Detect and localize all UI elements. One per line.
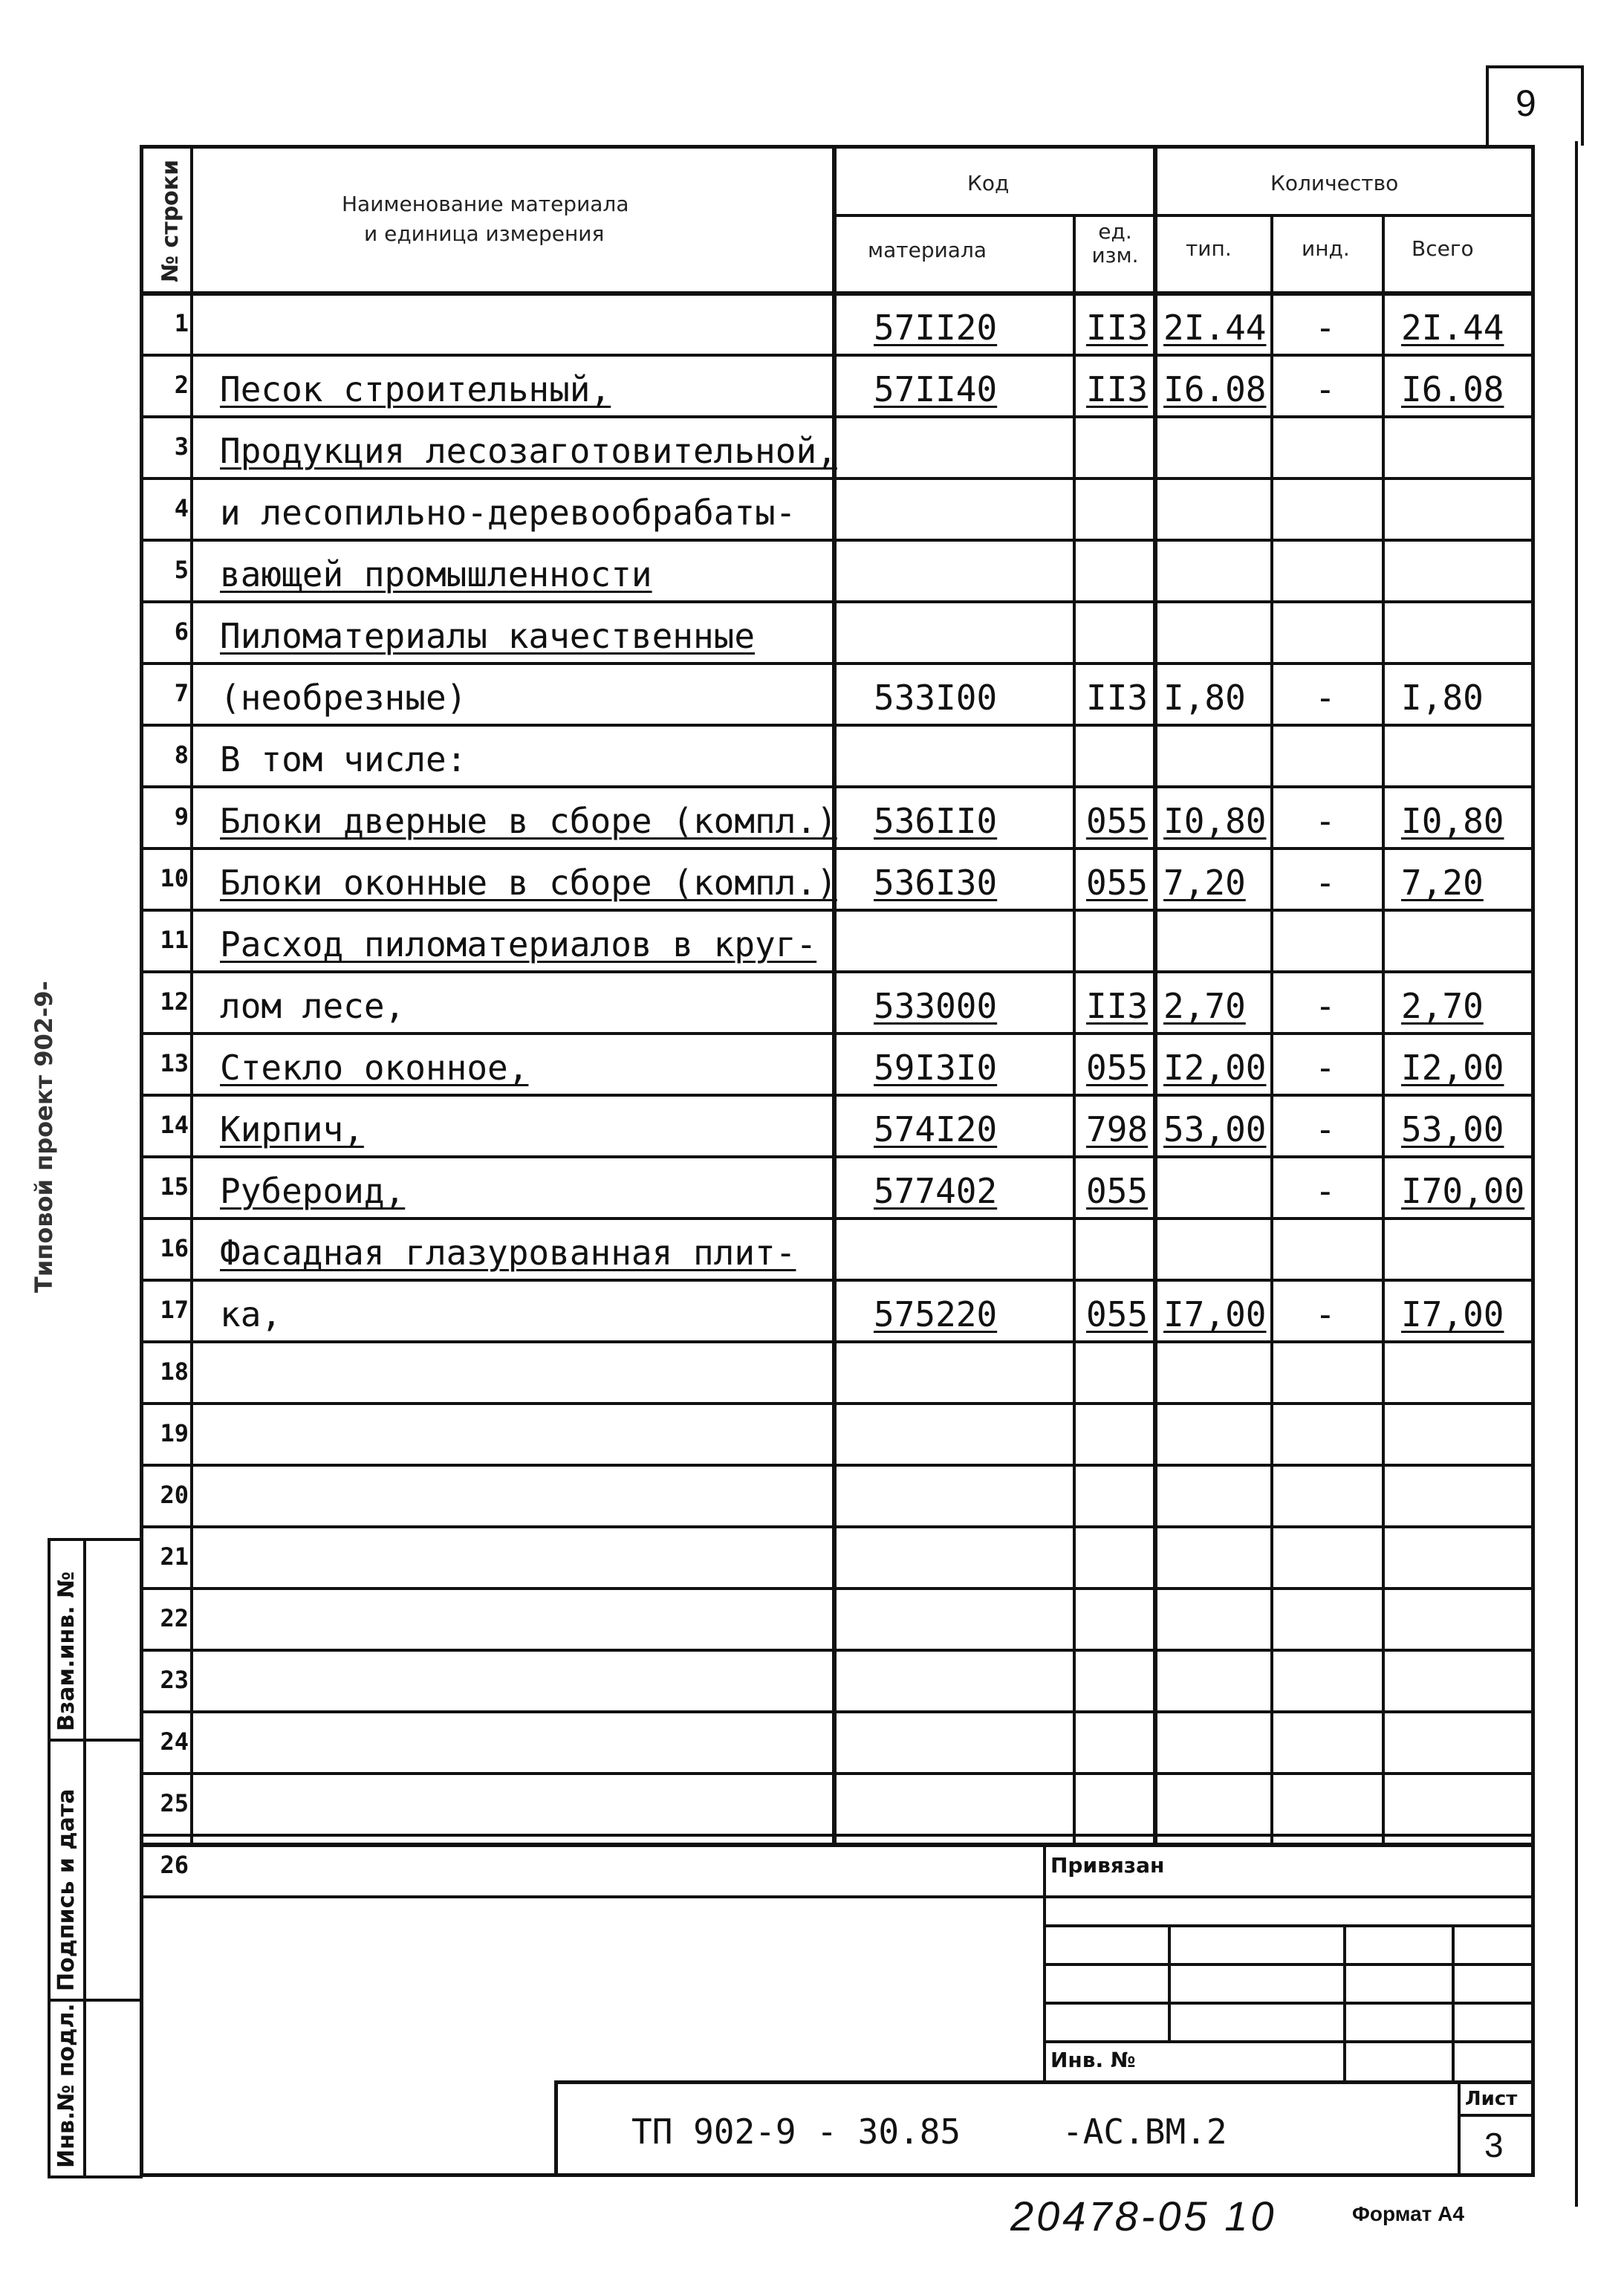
row-number: 14 — [160, 1111, 189, 1139]
row-line — [140, 1834, 1535, 1837]
row-line — [140, 724, 1535, 727]
unit-code: II3 — [1086, 678, 1149, 718]
side-doc-type-label: Типовой проект 902-9- — [30, 981, 58, 1293]
qty-ind: - — [1315, 678, 1336, 718]
right-page-border — [1575, 141, 1578, 2207]
row-number: 21 — [160, 1542, 189, 1571]
tb-line-1 — [1043, 1924, 1535, 1927]
header-row-no: № строки — [157, 159, 183, 282]
row-number: 20 — [160, 1481, 189, 1509]
material-code: 533I00 — [874, 678, 998, 718]
tb-privyazan: Привязан — [1050, 1853, 1165, 1878]
material-name: Расход пиломатериалов в круг- — [220, 924, 817, 964]
row-number: 8 — [174, 741, 189, 769]
col-line-ind-total — [1382, 215, 1385, 1843]
unit-code: 055 — [1086, 1294, 1149, 1334]
material-name: Блоки дверные в сборе (компл.) — [220, 801, 837, 841]
material-name: Блоки оконные в сборе (компл.) — [220, 863, 837, 903]
qty-ind: - — [1315, 1048, 1336, 1088]
header-subline — [832, 214, 1535, 217]
material-code: 577402 — [874, 1171, 998, 1211]
row-line — [140, 1402, 1535, 1405]
side-stamp-line-2 — [83, 1538, 86, 2177]
qty-total: 7,20 — [1401, 863, 1484, 903]
tb-line-2 — [1043, 1963, 1535, 1966]
footer-handwritten: 20478-05 10 — [1010, 2193, 1277, 2239]
header-q-ind: инд. — [1302, 236, 1350, 261]
header-q-typ: тип. — [1186, 236, 1232, 261]
material-code: 575220 — [874, 1294, 998, 1334]
qty-typ: 7,20 — [1163, 863, 1246, 903]
header-quantity: Количество — [1270, 171, 1399, 195]
header-bottom-line — [140, 291, 1535, 296]
side-stamp-div-2 — [48, 1999, 143, 2002]
side-inv-podl-label: Инв.№ подл. — [53, 2003, 79, 2168]
unit-code: 055 — [1086, 1171, 1149, 1211]
side-stamp-top — [48, 1538, 143, 1541]
tb-line-4 — [1043, 2040, 1535, 2043]
row-number: 19 — [160, 1419, 189, 1447]
qty-total: 53,00 — [1401, 1109, 1504, 1149]
row-line — [140, 847, 1535, 850]
page-number: 9 — [1516, 82, 1536, 124]
qty-typ: I0,80 — [1163, 801, 1267, 841]
header-name-2: и единица измерения — [364, 221, 605, 246]
tb-list-divider — [1458, 2080, 1461, 2177]
row-line — [140, 1464, 1535, 1467]
material-name: Продукция лесозаготовительной, — [220, 431, 837, 471]
material-name: Фасадная глазурованная плит- — [220, 1233, 796, 1273]
qty-total: I,80 — [1401, 678, 1484, 718]
row-number: 3 — [174, 432, 189, 461]
row-line — [140, 909, 1535, 912]
row-line — [140, 1772, 1535, 1775]
tb-line-3 — [1043, 2002, 1535, 2005]
row-line — [140, 1155, 1535, 1158]
side-stamp-bottom — [48, 2175, 143, 2178]
row-number: 17 — [160, 1296, 189, 1324]
row-line — [140, 785, 1535, 788]
qty-typ: 2,70 — [1163, 986, 1246, 1026]
material-name: лом лесе, — [220, 986, 406, 1026]
row-number: 6 — [174, 617, 189, 646]
row-line — [140, 1094, 1535, 1097]
header-code-unit: ед. изм. — [1091, 219, 1139, 268]
tb-vline-2 — [1343, 1924, 1346, 2084]
material-name: ка, — [220, 1294, 282, 1334]
row-line — [140, 1649, 1535, 1652]
material-name: Кирпич, — [220, 1109, 364, 1149]
material-name: Пиломатериалы качественные — [220, 616, 756, 656]
side-stamp-line-1 — [48, 1538, 51, 2177]
row-number: 5 — [174, 556, 189, 584]
row-line — [140, 662, 1535, 665]
side-podpis-label: Подпись и дата — [53, 1788, 79, 1991]
unit-code: 798 — [1086, 1109, 1149, 1149]
qty-total: I0,80 — [1401, 801, 1504, 841]
qty-total: I2,00 — [1401, 1048, 1504, 1088]
row-number: 4 — [174, 494, 189, 522]
tb-vline-3 — [1452, 1924, 1455, 2084]
material-code: 57II20 — [874, 308, 998, 348]
tb-doc-suffix: -АС.ВМ.2 — [1062, 2112, 1227, 2152]
unit-code: II3 — [1086, 986, 1149, 1026]
tb-vline-1 — [1168, 1924, 1171, 2040]
side-stamp-div-1 — [48, 1739, 143, 1742]
qty-ind: - — [1315, 1171, 1336, 1211]
qty-typ: 53,00 — [1163, 1109, 1267, 1149]
material-code: 59I3I0 — [874, 1048, 998, 1088]
row-number: 12 — [160, 987, 189, 1016]
qty-typ: I6.08 — [1163, 369, 1267, 409]
qty-typ: I7,00 — [1163, 1294, 1267, 1334]
qty-total: 2,70 — [1401, 986, 1484, 1026]
row-number: 2 — [174, 371, 189, 399]
row-line — [140, 1710, 1535, 1713]
material-name: Песок строительный, — [220, 369, 611, 409]
material-name: и лесопильно-деревообрабаты- — [220, 493, 796, 533]
material-code: 533000 — [874, 986, 998, 1026]
unit-code: 055 — [1086, 1048, 1149, 1088]
qty-ind: - — [1315, 1109, 1336, 1149]
col-line-code-eu — [1073, 215, 1076, 1843]
row-line — [140, 1587, 1535, 1590]
unit-code: II3 — [1086, 369, 1149, 409]
unit-code: 055 — [1086, 863, 1149, 903]
qty-typ: 2I.44 — [1163, 308, 1267, 348]
qty-ind: - — [1315, 369, 1336, 409]
row-number: 26 — [160, 1851, 189, 1879]
material-code: 536II0 — [874, 801, 998, 841]
material-name: вающей промышленности — [220, 554, 652, 594]
side-vzam-label: Взам.инв. № — [53, 1571, 79, 1731]
row-line — [140, 539, 1535, 542]
material-name: Рубероид, — [220, 1171, 406, 1211]
tb-list-line — [1458, 2114, 1535, 2117]
row-number: 1 — [174, 309, 189, 337]
qty-typ: I,80 — [1163, 678, 1246, 718]
row-line — [140, 1895, 1535, 1898]
row-number: 13 — [160, 1049, 189, 1077]
row-number: 9 — [174, 802, 189, 831]
row-number: 23 — [160, 1666, 189, 1694]
row-line — [140, 1525, 1535, 1528]
qty-total: 2I.44 — [1401, 308, 1504, 348]
material-name: Стекло оконное, — [220, 1048, 529, 1088]
row-line — [140, 1340, 1535, 1343]
row-line — [140, 354, 1535, 357]
tb-inv-no: Инв. № — [1050, 2048, 1136, 2072]
row-number: 22 — [160, 1604, 189, 1632]
qty-ind: - — [1315, 863, 1336, 903]
material-name: (необрезные) — [220, 678, 467, 718]
row-number: 24 — [160, 1727, 189, 1756]
qty-total: I6.08 — [1401, 369, 1504, 409]
header-name: Наименование материала — [342, 192, 629, 216]
qty-total: I70,00 — [1401, 1171, 1525, 1211]
row-number: 25 — [160, 1789, 189, 1817]
table-bottom-line — [140, 1843, 1535, 1847]
row-number: 15 — [160, 1172, 189, 1201]
header-code: Код — [967, 171, 1010, 195]
tb-list-label: Лист — [1465, 2088, 1518, 2110]
unit-code: 055 — [1086, 801, 1149, 841]
material-code: 536I30 — [874, 863, 998, 903]
qty-ind: - — [1315, 801, 1336, 841]
material-code: 57II40 — [874, 369, 998, 409]
row-line — [140, 477, 1535, 480]
row-number: 10 — [160, 864, 189, 892]
material-code: 574I20 — [874, 1109, 998, 1149]
tb-list-no: 3 — [1484, 2126, 1504, 2164]
row-number: 16 — [160, 1234, 189, 1262]
row-line — [140, 600, 1535, 603]
qty-ind: - — [1315, 308, 1336, 348]
qty-total: I7,00 — [1401, 1294, 1504, 1334]
row-line — [140, 415, 1535, 418]
row-line — [140, 1279, 1535, 1282]
col-line-typ-ind — [1270, 215, 1273, 1843]
tb-doc-code: ТП 902-9 - 30.85 — [631, 2112, 961, 2152]
header-code-material: материала — [868, 238, 987, 262]
row-number: 11 — [160, 926, 189, 954]
row-line — [140, 1217, 1535, 1220]
unit-code: II3 — [1086, 308, 1149, 348]
row-number: 7 — [174, 679, 189, 707]
material-name: В том числе: — [220, 739, 467, 779]
qty-ind: - — [1315, 986, 1336, 1026]
footer-format: Формат А4 — [1352, 2202, 1464, 2225]
row-number: 18 — [160, 1357, 189, 1386]
row-line — [140, 1032, 1535, 1035]
header-q-total: Всего — [1412, 236, 1474, 261]
row-line — [140, 970, 1535, 973]
qty-typ: I2,00 — [1163, 1048, 1267, 1088]
qty-ind: - — [1315, 1294, 1336, 1334]
